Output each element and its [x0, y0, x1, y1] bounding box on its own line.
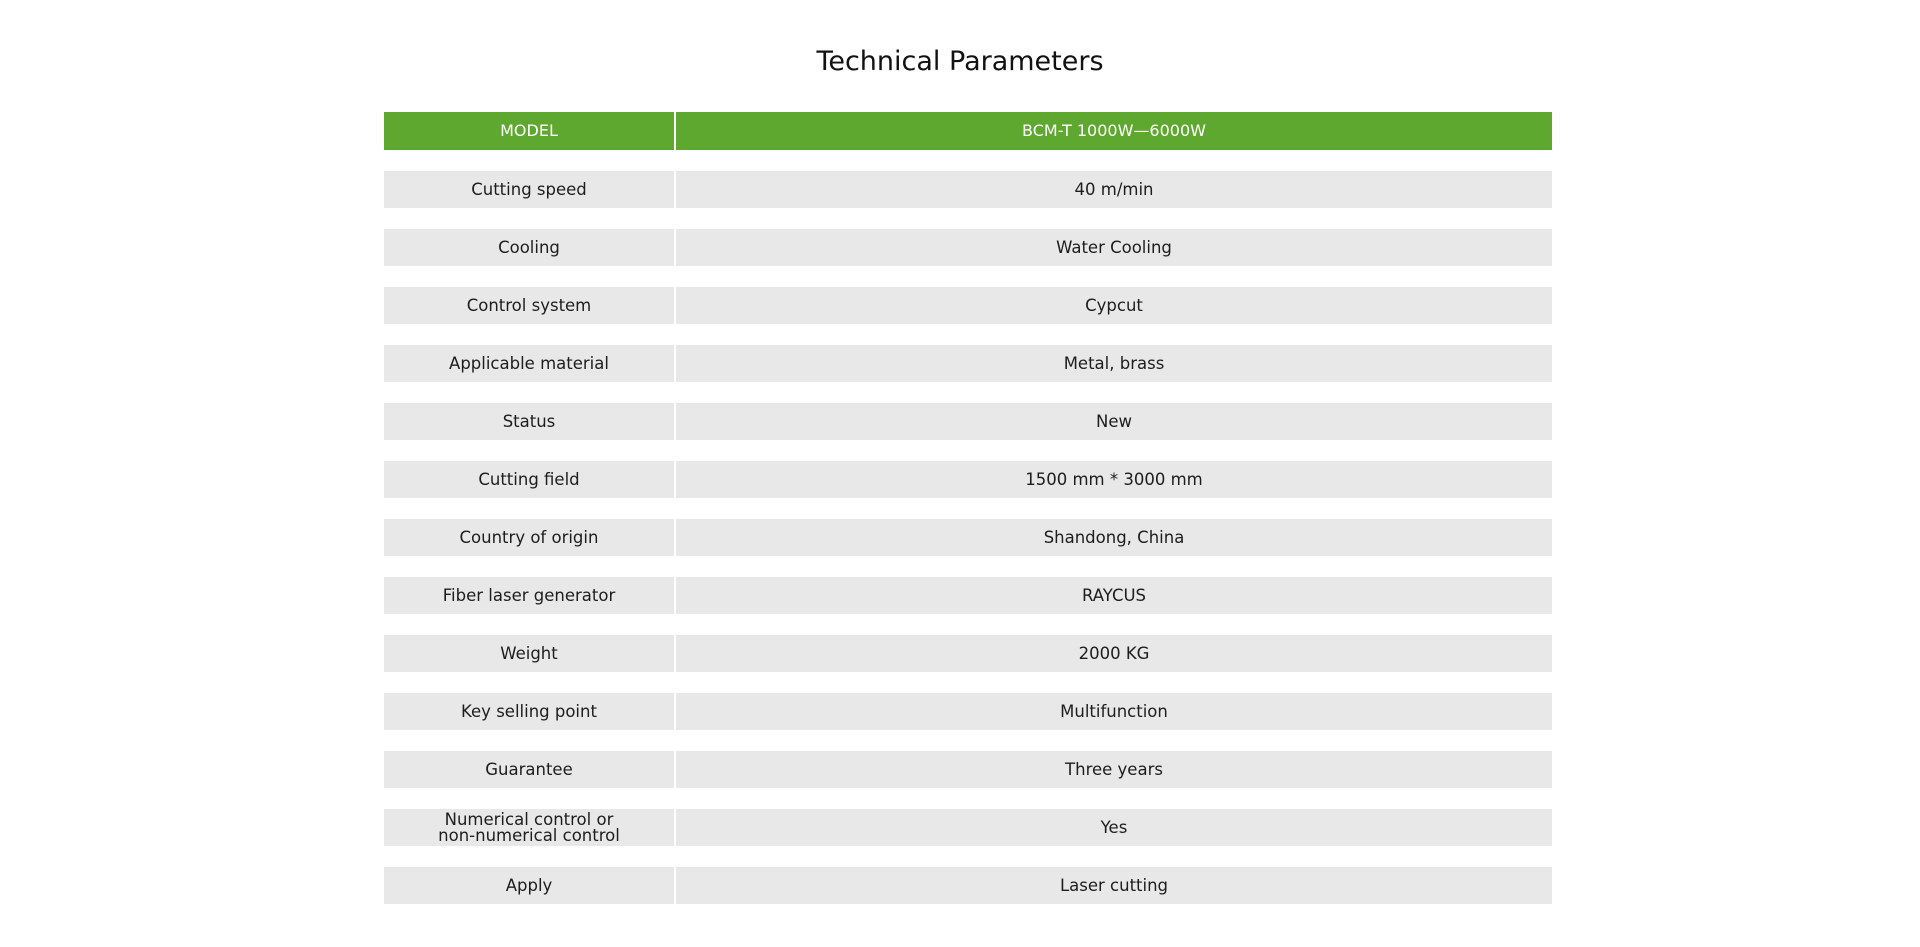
row-label: Applicable material [449, 353, 609, 373]
header-value-cell: BCM-T 1000W—6000W [676, 112, 1552, 150]
table-row [384, 809, 1552, 846]
row-value-cell: Yes [676, 809, 1552, 846]
row-value-cell: 2000 KG [676, 635, 1552, 672]
table-row [384, 751, 1552, 788]
row-label-cell [384, 345, 674, 382]
row-label: Control system [466, 295, 592, 315]
row-label-cell [384, 693, 674, 730]
row-value-cell: Metal, brass [676, 345, 1552, 382]
table-row [384, 229, 1552, 266]
row-label-cell [384, 519, 674, 556]
table-row [384, 461, 1552, 498]
row-label-cell [384, 635, 674, 672]
row-value-cell: Shandong, China [676, 519, 1552, 556]
row-value-cell: Water Cooling [676, 229, 1552, 266]
page-title: Technical Parameters [816, 46, 1104, 77]
row-label-cell [384, 403, 674, 440]
table-row [384, 171, 1552, 208]
row-label: Weight [500, 643, 558, 663]
row-label: Apply [505, 875, 553, 895]
row-value-cell: 40 m/min [676, 171, 1552, 208]
row-label-cell [384, 809, 674, 846]
header-label-cell: MODEL [384, 112, 674, 150]
row-label-cell [384, 171, 674, 208]
row-label: Guarantee [485, 759, 573, 779]
row-value-cell: Multifunction [676, 693, 1552, 730]
row-label: Cutting field [478, 469, 580, 489]
row-label: Cutting speed [471, 179, 587, 199]
row-value-cell: Laser cutting [676, 867, 1552, 904]
row-label: Status [502, 411, 556, 431]
row-label-cell [384, 867, 674, 904]
row-label: Numerical control or non-numerical control [438, 809, 620, 845]
row-value-cell: Cypcut [676, 287, 1552, 324]
row-label: Key selling point [461, 701, 597, 721]
row-label-cell [384, 751, 674, 788]
table-row [384, 577, 1552, 614]
table-row [384, 635, 1552, 672]
table-row [384, 519, 1552, 556]
table-header-row [384, 112, 1552, 150]
row-label-cell [384, 577, 674, 614]
row-label: Fiber laser generator [442, 585, 616, 605]
row-value-cell: 1500 mm * 3000 mm [676, 461, 1552, 498]
row-label: Cooling [498, 237, 560, 257]
row-value-cell: Three years [676, 751, 1552, 788]
row-label-cell [384, 461, 674, 498]
table-row [384, 867, 1552, 904]
row-label-cell [384, 229, 674, 266]
row-value-cell: RAYCUS [676, 577, 1552, 614]
table-row [384, 345, 1552, 382]
table-row [384, 403, 1552, 440]
row-label: Country of origin [459, 527, 599, 547]
spec-table [384, 112, 1552, 925]
table-row [384, 693, 1552, 730]
row-value-cell: New [676, 403, 1552, 440]
row-label-cell [384, 287, 674, 324]
table-row [384, 287, 1552, 324]
